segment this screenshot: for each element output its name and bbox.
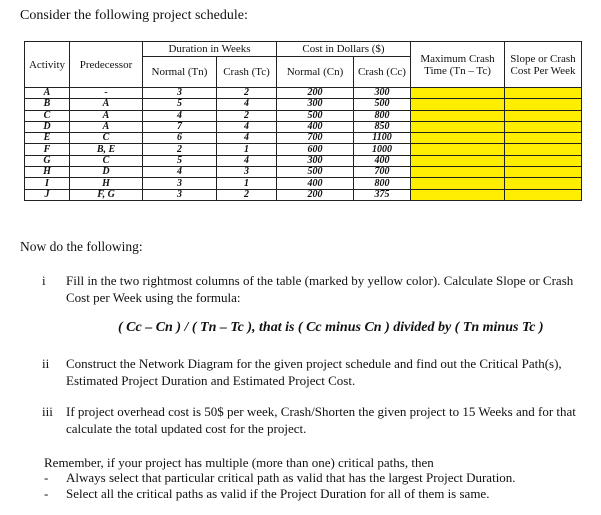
cell-activity: A: [25, 88, 70, 99]
header-cost: Cost in Dollars ($): [277, 42, 411, 57]
header-max-crash: Maximum Crash Time (Tn – Tc): [411, 42, 505, 88]
bullet-dash: -: [44, 486, 49, 501]
cell-crash-time: 1: [217, 144, 277, 155]
table-row: [25, 88, 582, 99]
cell-crash-cost: 375: [354, 189, 411, 200]
cell-slope-blank[interactable]: [505, 99, 582, 110]
cell-crash-cost: 800: [354, 178, 411, 189]
cell-normal-cost: 400: [277, 178, 354, 189]
cell-activity: J: [25, 189, 70, 200]
table-row: [25, 178, 582, 189]
cell-crash-time: 2: [217, 189, 277, 200]
item-text: If project overhead cost is 50$ per week, Crash/Shorten the given project to 15 Weeks and for that calculate the total updated cost for the project.: [66, 404, 576, 436]
cell-max-crash-blank[interactable]: [411, 189, 505, 200]
cell-activity: H: [25, 167, 70, 178]
cell-crash-cost: 800: [354, 110, 411, 121]
cell-crash-cost: 300: [354, 88, 411, 99]
cell-max-crash-blank[interactable]: [411, 88, 505, 99]
cell-crash-time: 3: [217, 167, 277, 178]
cell-crash-cost: 400: [354, 155, 411, 166]
cell-normal-cost: 200: [277, 189, 354, 200]
cell-normal-time: 6: [143, 133, 217, 144]
cell-normal-cost: 700: [277, 133, 354, 144]
cell-activity: F: [25, 144, 70, 155]
table-row: [25, 144, 582, 155]
cell-normal-cost: 500: [277, 167, 354, 178]
instruction-item-2: [42, 355, 590, 391]
cell-normal-cost: 200: [277, 88, 354, 99]
cell-slope-blank[interactable]: [505, 155, 582, 166]
cell-normal-time: 3: [143, 178, 217, 189]
cell-slope-blank[interactable]: [505, 189, 582, 200]
cell-normal-cost: 400: [277, 121, 354, 132]
header-crash-cost: Crash (Cc): [354, 57, 411, 88]
bullet-dash: -: [44, 470, 49, 485]
cell-normal-time: 2: [143, 144, 217, 155]
item-number: i: [42, 273, 46, 288]
cell-crash-cost: 700: [354, 167, 411, 178]
table-row: [25, 99, 582, 110]
remember-note: Remember, if your project has multiple (more than one) critical paths, then: [44, 455, 434, 470]
cell-activity: G: [25, 155, 70, 166]
cell-predecessor: H: [70, 178, 143, 189]
cell-predecessor: D: [70, 167, 143, 178]
header-normal-cost: Normal (Cn): [277, 57, 354, 88]
header-normal-time: Normal (Tn): [143, 57, 217, 88]
now-do-heading: Now do the following:: [20, 239, 143, 254]
table-row: [25, 110, 582, 121]
project-schedule-table: [24, 41, 582, 201]
intro-text: Consider the following project schedule:: [20, 8, 248, 23]
cell-max-crash-blank[interactable]: [411, 121, 505, 132]
cell-predecessor: B, E: [70, 144, 143, 155]
table-row: [25, 155, 582, 166]
cell-activity: B: [25, 99, 70, 110]
cell-slope-blank[interactable]: [505, 88, 582, 99]
cell-crash-time: 4: [217, 121, 277, 132]
cell-normal-time: 7: [143, 121, 217, 132]
header-predecessor: Predecessor: [70, 42, 143, 88]
cell-activity: C: [25, 110, 70, 121]
header-duration: Duration in Weeks: [143, 42, 277, 57]
slope-formula: ( Cc – Cn ) / ( Tn – Tc ), that is ( Cc minus Cn ) divided by ( Tn minus Tc ): [118, 320, 544, 335]
cell-slope-blank[interactable]: [505, 133, 582, 144]
item-number: ii: [42, 356, 50, 371]
cell-crash-time: 1: [217, 178, 277, 189]
cell-max-crash-blank[interactable]: [411, 155, 505, 166]
cell-activity: D: [25, 121, 70, 132]
cell-normal-time: 5: [143, 155, 217, 166]
cell-slope-blank[interactable]: [505, 167, 582, 178]
cell-predecessor: A: [70, 99, 143, 110]
item-number: iii: [42, 404, 53, 419]
cell-max-crash-blank[interactable]: [411, 99, 505, 110]
cell-crash-time: 4: [217, 155, 277, 166]
cell-crash-time: 2: [217, 110, 277, 121]
header-crash-time: Crash (Tc): [217, 57, 277, 88]
item-text: Fill in the two rightmost columns of the table (marked by yellow color). Calculate Slope or Crash Cost per Week using the formula:: [66, 273, 574, 305]
cell-normal-cost: 500: [277, 110, 354, 121]
cell-predecessor: F, G: [70, 189, 143, 200]
cell-max-crash-blank[interactable]: [411, 178, 505, 189]
cell-slope-blank[interactable]: [505, 144, 582, 155]
cell-normal-time: 5: [143, 99, 217, 110]
instruction-item-3: [42, 403, 590, 439]
cell-slope-blank[interactable]: [505, 110, 582, 121]
cell-slope-blank[interactable]: [505, 178, 582, 189]
bullet-text: Always select that particular critical path as valid that has the largest Project Duration.: [66, 470, 516, 485]
cell-activity: I: [25, 178, 70, 189]
cell-max-crash-blank[interactable]: [411, 110, 505, 121]
cell-slope-blank[interactable]: [505, 121, 582, 132]
cell-normal-time: 3: [143, 189, 217, 200]
header-activity: Activity: [25, 42, 70, 88]
header-slope: Slope or Crash Cost Per Week: [505, 42, 582, 88]
cell-activity: E: [25, 133, 70, 144]
table-row: [25, 189, 582, 200]
cell-predecessor: C: [70, 155, 143, 166]
cell-crash-cost: 500: [354, 99, 411, 110]
cell-normal-time: 4: [143, 110, 217, 121]
item-text: Construct the Network Diagram for the given project schedule and find out the Critical Path(s), Estimated Project Duration and Estimated Project Cost.: [66, 356, 562, 388]
cell-normal-time: 4: [143, 167, 217, 178]
cell-normal-cost: 300: [277, 155, 354, 166]
cell-crash-cost: 850: [354, 121, 411, 132]
cell-max-crash-blank[interactable]: [411, 133, 505, 144]
cell-predecessor: A: [70, 110, 143, 121]
bullet-text: Select all the critical paths as valid if the Project Duration for all of them is same.: [66, 486, 490, 501]
cell-predecessor: A: [70, 121, 143, 132]
cell-normal-time: 3: [143, 88, 217, 99]
cell-predecessor: -: [70, 88, 143, 99]
table-row: [25, 121, 582, 132]
cell-crash-time: 4: [217, 133, 277, 144]
cell-crash-cost: 1000: [354, 144, 411, 155]
instruction-item-1: [42, 272, 590, 308]
cell-max-crash-blank[interactable]: [411, 144, 505, 155]
cell-max-crash-blank[interactable]: [411, 167, 505, 178]
cell-crash-time: 4: [217, 99, 277, 110]
cell-normal-cost: 600: [277, 144, 354, 155]
table-row: [25, 133, 582, 144]
cell-crash-time: 2: [217, 88, 277, 99]
cell-predecessor: C: [70, 133, 143, 144]
cell-crash-cost: 1100: [354, 133, 411, 144]
cell-normal-cost: 300: [277, 99, 354, 110]
table-row: [25, 167, 582, 178]
